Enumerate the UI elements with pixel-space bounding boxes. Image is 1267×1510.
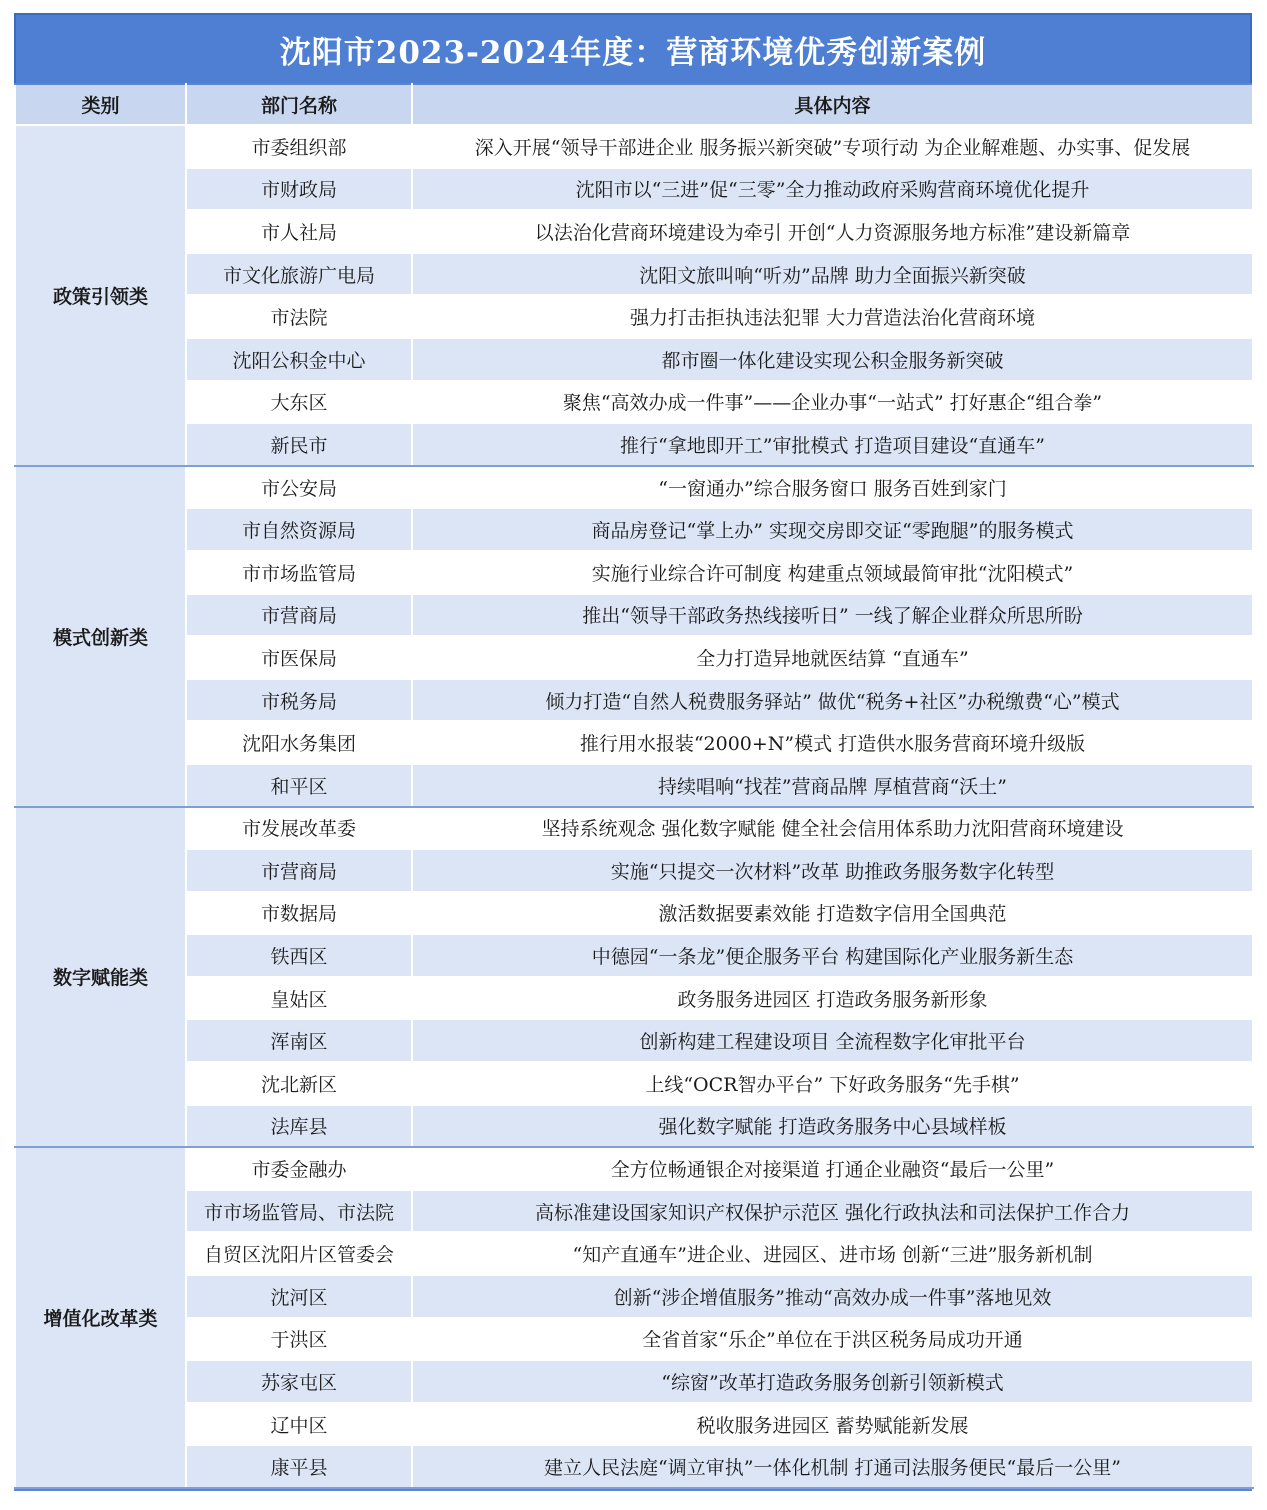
department-cell: 市财政局	[186, 168, 412, 211]
table-row	[15, 1275, 1253, 1318]
table-row	[15, 508, 1253, 551]
table-row	[15, 381, 1253, 424]
content-cell: “综窗”改革打造政务服务创新引领新模式	[412, 1360, 1253, 1403]
department-cell: 皇姑区	[186, 977, 412, 1020]
category-cell: 政策引领类	[15, 125, 186, 466]
department-cell: 康平县	[186, 1445, 412, 1488]
table-row	[15, 551, 1253, 594]
table-row	[15, 934, 1253, 977]
table-row	[15, 125, 1253, 168]
table-row	[15, 295, 1253, 338]
table-row	[15, 594, 1253, 637]
category-cell: 模式创新类	[15, 466, 186, 807]
department-cell: 铁西区	[186, 934, 412, 977]
table-row	[15, 1318, 1253, 1361]
department-cell: 市营商局	[186, 849, 412, 892]
content-cell: 实施行业综合许可制度 构建重点领域最简审批“沈阳模式”	[412, 551, 1253, 594]
content-cell: 深入开展“领导干部进企业 服务振兴新突破”专项行动 为企业解难题、办实事、促发展	[412, 125, 1253, 168]
content-cell: 实施“只提交一次材料”改革 助推政务服务数字化转型	[412, 849, 1253, 892]
department-cell: 市营商局	[186, 594, 412, 637]
department-cell: 市税务局	[186, 679, 412, 722]
content-cell: 推行“拿地即开工”审批模式 打造项目建设“直通车”	[412, 423, 1253, 466]
table-bottom-border	[14, 1489, 1252, 1491]
content-cell: 激活数据要素效能 打造数字信用全国典范	[412, 892, 1253, 935]
content-cell: 上线“OCR智办平台” 下好政务服务“先手棋”	[412, 1062, 1253, 1105]
content-cell: 政务服务进园区 打造政务服务新形象	[412, 977, 1253, 1020]
department-cell: 于洪区	[186, 1318, 412, 1361]
content-cell: 推出“领导干部政务热线接听日” 一线了解企业群众所思所盼	[412, 594, 1253, 637]
department-cell: 沈阳公积金中心	[186, 338, 412, 381]
cases-table	[14, 83, 1254, 1489]
table-row	[15, 636, 1253, 679]
department-cell: 自贸区沈阳片区管委会	[186, 1232, 412, 1275]
table-row	[15, 253, 1253, 296]
content-cell: 商品房登记“掌上办” 实现交房即交证“零跑腿”的服务模式	[412, 508, 1253, 551]
table-row	[15, 1105, 1253, 1148]
table-body	[15, 125, 1253, 1488]
content-cell: 中德园“一条龙”便企服务平台 构建国际化产业服务新生态	[412, 934, 1253, 977]
department-cell: 市法院	[186, 295, 412, 338]
category-cell: 数字赋能类	[15, 807, 186, 1148]
department-cell: 市市场监管局	[186, 551, 412, 594]
content-cell: 高标准建设国家知识产权保护示范区 强化行政执法和司法保护工作合力	[412, 1190, 1253, 1233]
content-cell: 全省首家“乐企”单位在于洪区税务局成功开通	[412, 1318, 1253, 1361]
department-cell: 市数据局	[186, 892, 412, 935]
content-cell: 强化数字赋能 打造政务服务中心县域样板	[412, 1105, 1253, 1148]
content-cell: 聚焦“高效办成一件事”——企业办事“一站式” 打好惠企“组合拳”	[412, 381, 1253, 424]
header-category: 类别	[15, 84, 186, 125]
department-cell: 市文化旅游广电局	[186, 253, 412, 296]
department-cell: 和平区	[186, 764, 412, 807]
cases-sheet	[14, 13, 1252, 1491]
department-cell: 市人社局	[186, 210, 412, 253]
table-row	[15, 807, 1253, 850]
content-cell: 以法治化营商环境建设为牵引 开创“人力资源服务地方标准”建设新篇章	[412, 210, 1253, 253]
content-cell: 持续唱响“找茬”营商品牌 厚植营商“沃土”	[412, 764, 1253, 807]
department-cell: 新民市	[186, 423, 412, 466]
table-row	[15, 764, 1253, 807]
content-cell: 创新构建工程建设项目 全流程数字化审批平台	[412, 1019, 1253, 1062]
content-cell: 创新“涉企增值服务”推动“高效办成一件事”落地见效	[412, 1275, 1253, 1318]
table-row	[15, 210, 1253, 253]
header-content: 具体内容	[412, 84, 1253, 125]
table-row	[15, 1403, 1253, 1446]
content-cell: “一窗通办”综合服务窗口 服务百姓到家门	[412, 466, 1253, 509]
table-row	[15, 168, 1253, 211]
table-row	[15, 1360, 1253, 1403]
department-cell: 辽中区	[186, 1403, 412, 1446]
table-row	[15, 849, 1253, 892]
table-row	[15, 1062, 1253, 1105]
table-row	[15, 1019, 1253, 1062]
department-cell: 市医保局	[186, 636, 412, 679]
department-cell: 市委金融办	[186, 1147, 412, 1190]
table-row	[15, 466, 1253, 509]
table-row	[15, 423, 1253, 466]
table-row	[15, 1190, 1253, 1233]
content-cell: 倾力打造“自然人税费服务驿站” 做优“税务+社区”办税缴费“心”模式	[412, 679, 1253, 722]
department-cell: 沈北新区	[186, 1062, 412, 1105]
content-cell: 税收服务进园区 蓄势赋能新发展	[412, 1403, 1253, 1446]
table-row	[15, 892, 1253, 935]
content-cell: 强力打击拒执违法犯罪 大力营造法治化营商环境	[412, 295, 1253, 338]
table-row	[15, 977, 1253, 1020]
department-cell: 浑南区	[186, 1019, 412, 1062]
table-row	[15, 721, 1253, 764]
department-cell: 市公安局	[186, 466, 412, 509]
table-row	[15, 338, 1253, 381]
content-cell: 全方位畅通银企对接渠道 打通企业融资“最后一公里”	[412, 1147, 1253, 1190]
content-cell: 坚持系统观念 强化数字赋能 健全社会信用体系助力沈阳营商环境建设	[412, 807, 1253, 850]
content-cell: “知产直通车”进企业、进园区、进市场 创新“三进”服务新机制	[412, 1232, 1253, 1275]
header-department: 部门名称	[186, 84, 412, 125]
department-cell: 市发展改革委	[186, 807, 412, 850]
table-header-row	[15, 84, 1253, 125]
table-row	[15, 1445, 1253, 1488]
department-cell: 苏家屯区	[186, 1360, 412, 1403]
content-cell: 都市圈一体化建设实现公积金服务新突破	[412, 338, 1253, 381]
content-cell: 推行用水报装“2000+N”模式 打造供水服务营商环境升级版	[412, 721, 1253, 764]
table-row	[15, 1147, 1253, 1190]
content-cell: 沈阳市以“三进”促“三零”全力推动政府采购营商环境优化提升	[412, 168, 1253, 211]
category-cell: 增值化改革类	[15, 1147, 186, 1488]
content-cell: 沈阳文旅叫响“听劝”品牌 助力全面振兴新突破	[412, 253, 1253, 296]
content-cell: 建立人民法庭“调立审执”一体化机制 打通司法服务便民“最后一公里”	[412, 1445, 1253, 1488]
department-cell: 沈阳水务集团	[186, 721, 412, 764]
department-cell: 市市场监管局、市法院	[186, 1190, 412, 1233]
page-title: 沈阳市2023-2024年度：营商环境优秀创新案例	[14, 13, 1252, 83]
content-cell: 全力打造异地就医结算 “直通车”	[412, 636, 1253, 679]
table-row	[15, 1232, 1253, 1275]
department-cell: 大东区	[186, 381, 412, 424]
table-row	[15, 679, 1253, 722]
department-cell: 市自然资源局	[186, 508, 412, 551]
department-cell: 法库县	[186, 1105, 412, 1148]
department-cell: 沈河区	[186, 1275, 412, 1318]
department-cell: 市委组织部	[186, 125, 412, 168]
